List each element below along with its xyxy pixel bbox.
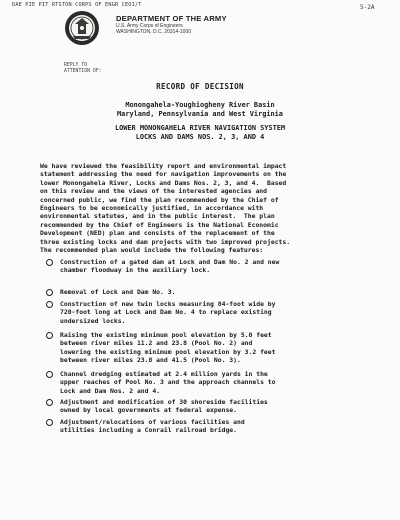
feature-line: undersized locks. xyxy=(60,316,126,325)
basin-line: Monongahela-Youghiogheny River Basin xyxy=(125,101,275,109)
body-line: concerned public, we find the plan recommended by the Chief of xyxy=(40,195,279,204)
body-line: lower Monongahela River, Locks and Dams Nos. 2, 3, and 4. Based xyxy=(40,178,287,187)
bullet-icon xyxy=(46,332,53,339)
agency-address: WASHINGTON, D.C. 20314-1000 xyxy=(116,29,192,35)
system-line: LOWER MONONGAHELA RIVER NAVIGATION SYSTEM xyxy=(114,124,286,132)
feature-text xyxy=(60,288,376,296)
reply-to-label: REPLY TO xyxy=(64,63,88,68)
bullet-icon xyxy=(46,419,53,426)
feature-line: Raising the existing minimum pool elevation by 5.0 feet xyxy=(60,331,272,339)
body-line: statement addressing the need for navigation improvements on the xyxy=(40,170,287,179)
bullet-icon xyxy=(46,289,53,296)
feature-line: Removal of Lock and Dam No. 3. xyxy=(60,288,176,296)
fax-header-line: DAE PIE PIT RTSTON CORPS OF ENGR CEOI/T xyxy=(12,2,142,8)
agency-name: U.S. Army Corps of Engineers xyxy=(116,23,183,29)
feature-line: Adjustment/relocations of various facilities and xyxy=(60,418,245,426)
feature-text xyxy=(60,300,376,325)
feature-line: chamber floodway in the auxiliary lock. xyxy=(60,266,211,275)
bullet-icon xyxy=(46,371,53,378)
body-line: Development (NED) plan and consists of the replacement of the xyxy=(40,229,275,238)
states-line: Maryland, Pennsylvania and West Virginia xyxy=(117,110,283,118)
body-line: environmental statutes, and in the public interest. The plan xyxy=(40,212,275,221)
body-line: Engineers to be economically justified, in accordance with xyxy=(40,204,264,213)
feature-line: upper reaches of Pool No. 3 and the approach channels to xyxy=(60,378,276,387)
feature-line: between river miles 11.2 and 23.8 (Pool No. 2) and xyxy=(60,339,253,348)
feature-line: Adjustment and modification of 30 shoreside facilities xyxy=(60,398,268,406)
attention-label: ATTENTION OF: xyxy=(64,68,102,74)
bullet-icon xyxy=(46,301,53,308)
feature-text xyxy=(60,370,376,395)
locks-line: LOCKS AND DAMS NOS. 2, 3, AND 4 xyxy=(135,133,265,141)
body-paragraph xyxy=(40,162,370,254)
feature-text xyxy=(60,398,376,415)
feature-line: Construction of a gated dam at Lock and Dam No. 2 and new xyxy=(60,258,280,266)
feature-line: lowering the existing minimum pool elevation by 3.2 feet xyxy=(60,347,276,356)
document-title: RECORD OF DECISION xyxy=(156,82,244,91)
page-number: 5-2A xyxy=(360,4,375,11)
feature-line: utilities including a Conrail railroad bridge. xyxy=(60,426,237,435)
bullet-icon xyxy=(46,259,53,266)
feature-line: owned by local governments at federal expense. xyxy=(60,406,237,415)
feature-line: Construction of new twin locks measuring 84-foot wide by xyxy=(60,300,276,308)
feature-line: Lock and Dam Nos. 2 and 4. xyxy=(60,386,161,395)
feature-text xyxy=(60,331,376,365)
reply-to-block xyxy=(64,63,102,74)
letterhead xyxy=(116,14,316,35)
department-name: DEPARTMENT OF THE ARMY xyxy=(116,14,227,23)
body-line: The recommended plan would include the following features: xyxy=(40,246,264,255)
feature-text xyxy=(60,418,376,435)
feature-line: between river miles 23.8 and 41.5 (Pool No. 3). xyxy=(60,356,241,365)
feature-line: Channel dredging estimated at 2.4 million yards in the xyxy=(60,370,268,378)
body-line: We have reviewed the feasibility report and environmental impact xyxy=(40,162,287,170)
body-line: three existing locks and dam projects with two improved projects. xyxy=(40,237,291,246)
feature-text xyxy=(60,258,376,275)
bullet-icon xyxy=(46,399,53,406)
feature-line: 720-foot long at Lock and Dam No. 4 to replace existing xyxy=(60,308,272,317)
department-seal-icon xyxy=(64,10,100,46)
body-line: recommended by the Chief of Engineers is the National Economic xyxy=(40,220,279,229)
body-line: on this review and the views of the interested agencies and xyxy=(40,187,268,196)
